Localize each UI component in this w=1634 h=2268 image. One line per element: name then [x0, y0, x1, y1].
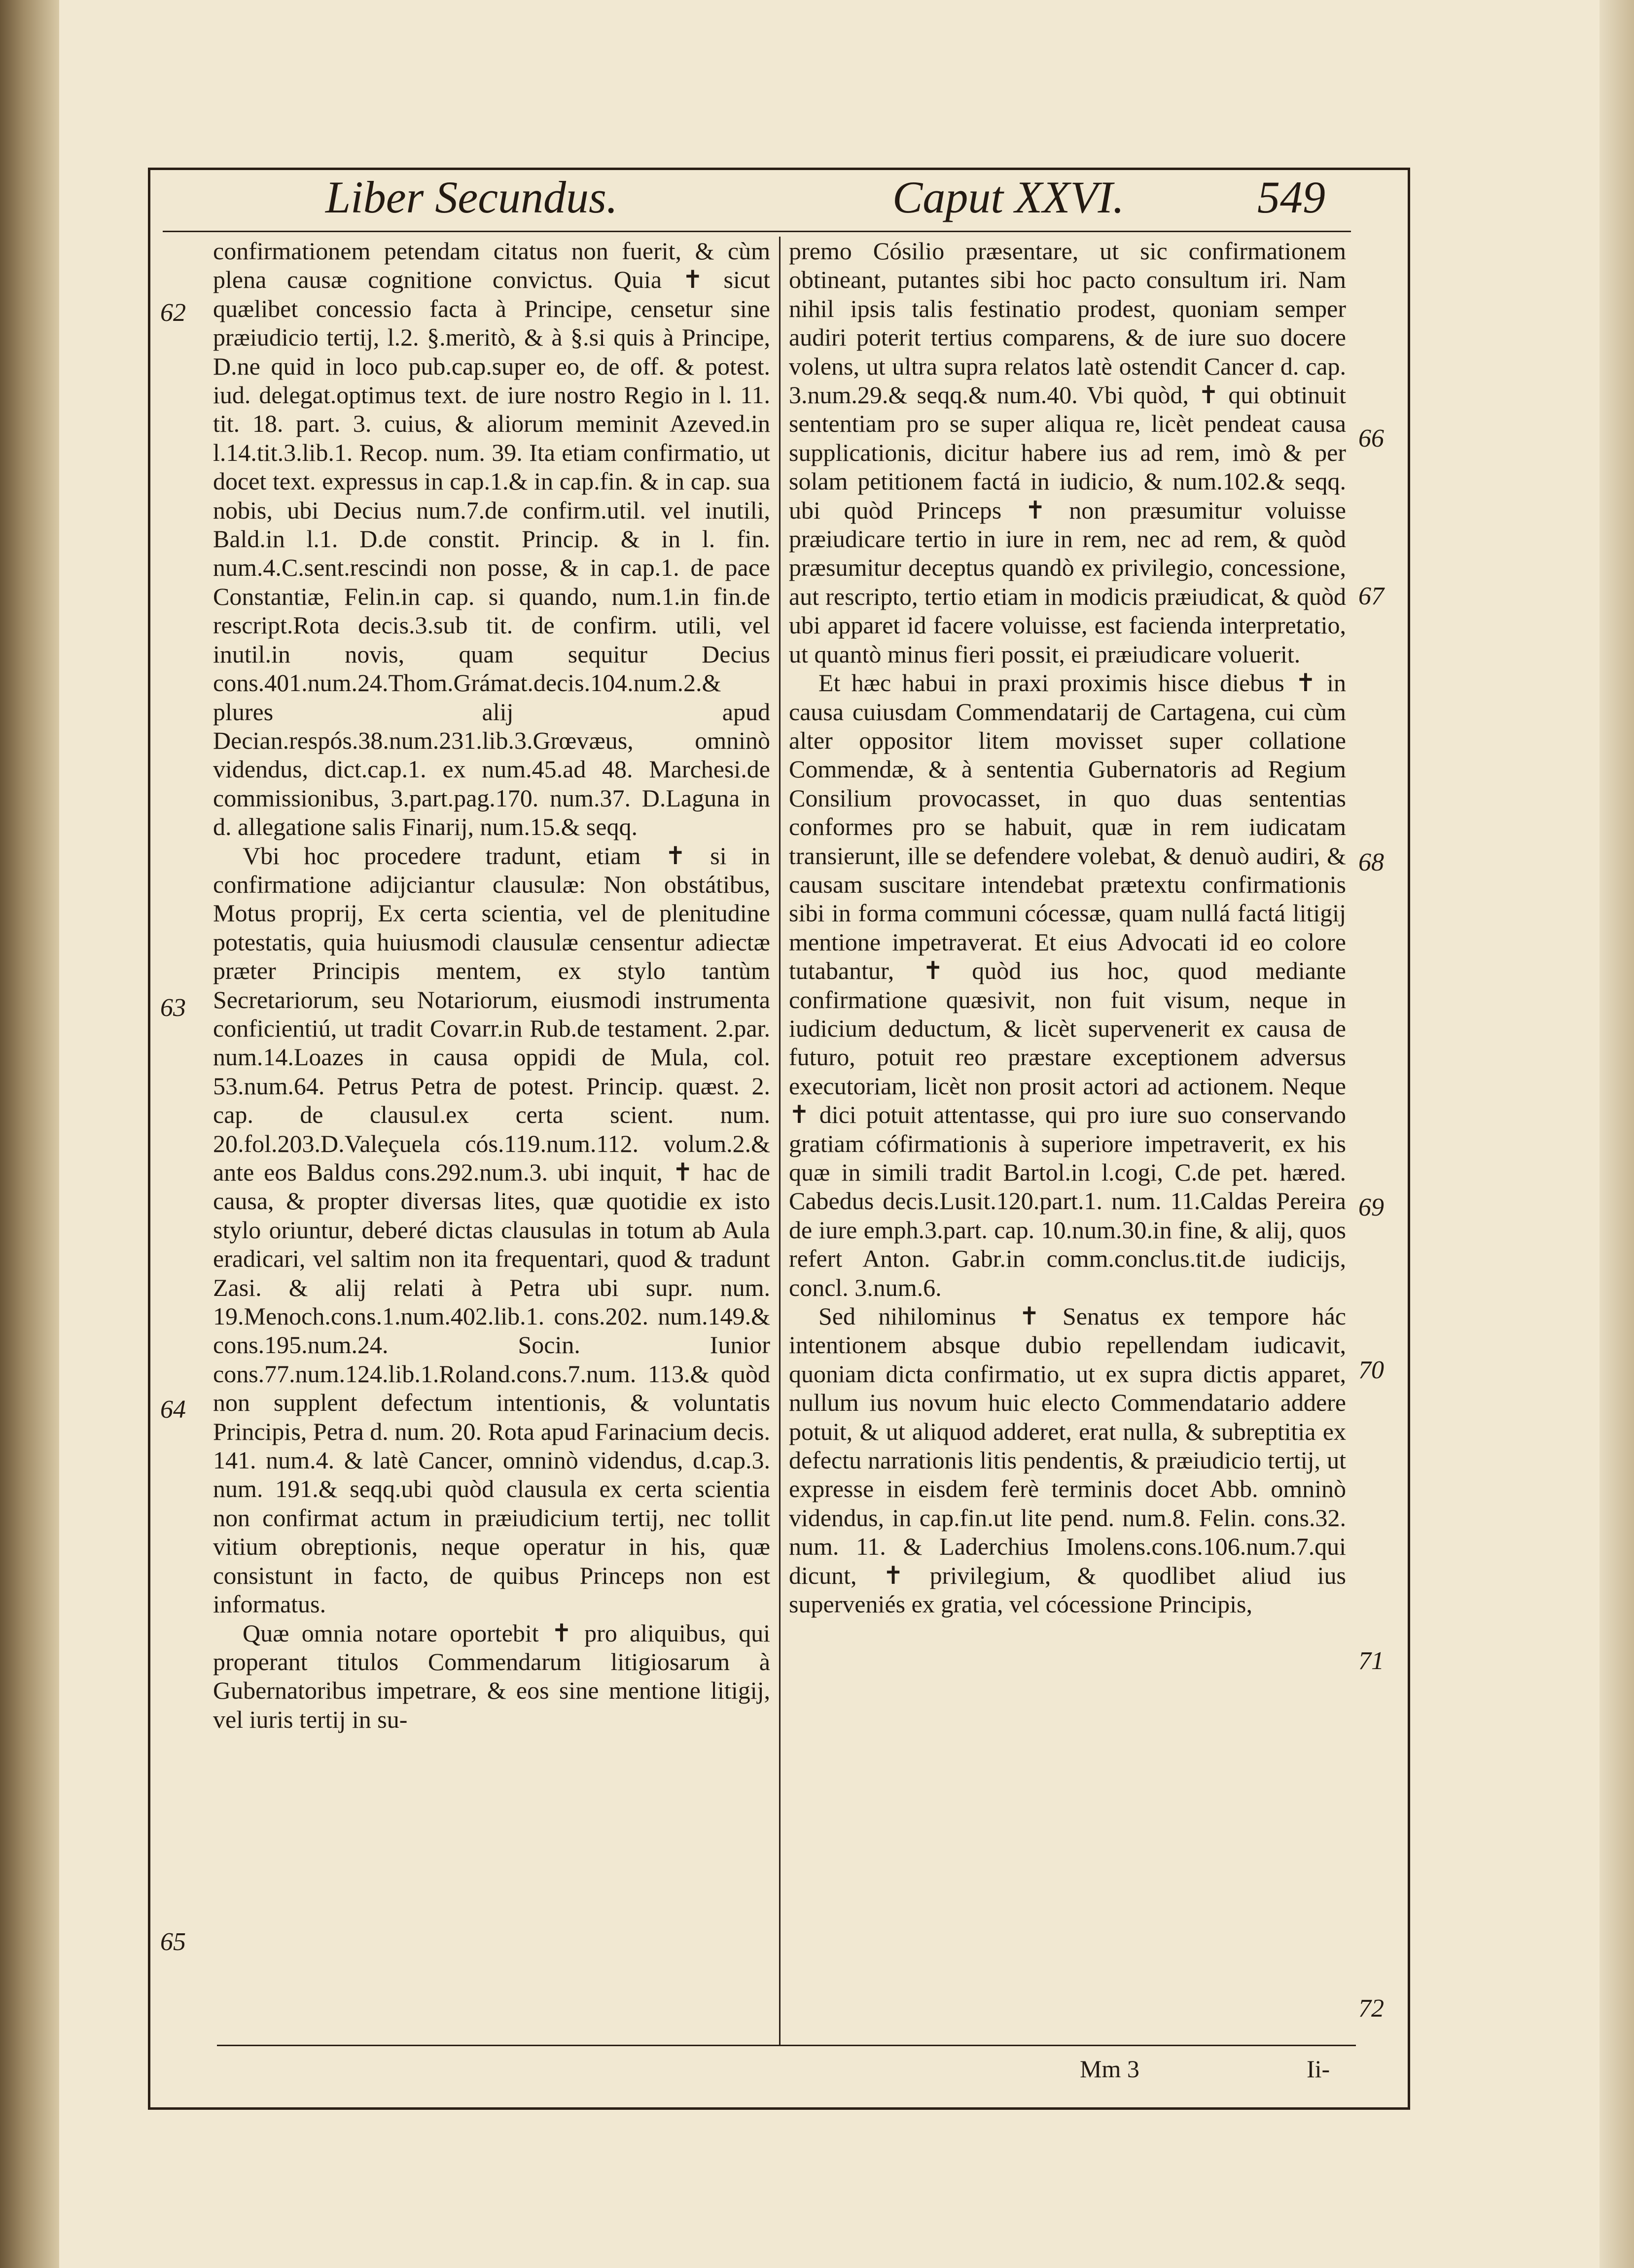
running-head-right: Caput XXVI. [892, 172, 1125, 222]
margin-number: 65 [160, 1928, 186, 1956]
margin-number: 64 [160, 1396, 186, 1424]
folio-number: 549 [1257, 172, 1325, 222]
column-divider [779, 237, 781, 2046]
margin-number: 66 [1358, 424, 1384, 453]
footer-rule [217, 2045, 1356, 2046]
running-head-left: Liber Secundus. [325, 172, 618, 222]
margin-number: 71 [1358, 1647, 1384, 1675]
column-left [213, 237, 770, 2046]
paragraph: Vbi hoc procedere tradunt, etiam ✝ si in confirmatione adijciantur clausulæ: Non obstátibus, Motus proprij, Ex certa scientia, vel de plenitudine potestatis, quia huiusmodi clausulæ censentur adiectæ præter Principis mentem, ex stylo tantùm Secretariorum, seu Notariorum, eiusmodi instrumenta conficientiú, ut tradit Covarr.in Rub.de testament. 2.par. num.14.Loazes in causa oppidi de Mula, col. 53.num.64. Petrus Petra de potest. Princip. quæst. 2. cap. de clausul.ex certa scient. num. 20.fol.203.D.Valeçuela cós.119.num.112. volum.2.& ante eos Baldus cons.292.num.3. ubi inquit, ✝ hac de causa, & propter diversas lites, quæ quotidie ex isto stylo oriuntur, deberé dictas clausulas in totum ab Aula eradicari, vel saltim non ita frequentari, quod & tradunt Zasi. & alij relati à Petra ubi supr. num. 19.Menoch.cons.1.num.402.lib.1. cons.202. num.149.& cons.195.num.24. Socin. Iunior cons.77.num.124.lib.1.Roland.cons.7.num. 113.& quòd non supplent defectum intentionis, & voluntatis Principis, Petra d. num. 20. Rota apud Farinacium decis. 141. num.4. & latè Cancer, omninò videndus, d.cap.3. num. 191.& seqq.ubi quòd clausula ex certa scientia non confirmat actum in præiudicium tertij, nec tollit vitium obreptionis, neque operatur in his, quæ consistunt in facto, de quibus Princeps non est informatus. [213, 841, 770, 1618]
catchword: Ii- [1307, 2055, 1330, 2083]
paragraph: Et hæc habui in praxi proximis hisce diebus ✝ in causa cuiusdam Commendatarij de Cartagena, cui cùm alter oppositor litem movisset super collatione Commendæ, & à sententia Gubernatoris ad Regium Consilium provocasset, in quo duas sententias conformes pro se habuit, quæ in rem iudicatam transierunt, ille se defendere volebat, & denuò audiri, & causam suscitare intendebat prætextu confirmationis sibi in forma communi cócessæ, quam nullá factá litigij mentione impetraverat. Et eius Advocati id eo colore tutabantur, ✝ quòd ius hoc, quod mediante confirmatione quæsivit, non fuit visum, neque in iudicium deductum, & licèt supervenerit ex causa de futuro, potuit reo præstare exceptionem adversus executoriam, licèt non prosit actori ad actionem. Neque ✝ dici potuit attentasse, qui pro iure suo conservando gratiam cófirmationis à superiore impetraverit, ex his quæ in simili tradit Bartol.in l.cogi, C.de pet. hæred. Cabedus decis.Lusit.120.part.1. num. 11.Caldas Pereira de iure emph.3.part. cap. 10.num.30.in fine, & alij, quos refert Anton. Gabr.in comm.conclus.tit.de iudicijs, concl. 3.num.6. [789, 669, 1346, 1301]
margin-number: 63 [160, 994, 186, 1022]
margin-number: 70 [1358, 1356, 1384, 1384]
paragraph: Sed nihilominus ✝ Senatus ex tempore hác intentionem absque dubio repellendam iudicavit, quoniam dicta confirmatio, ut ex supra dictis apparet, nullum ius novum huic electo Commendatario addere potuit, & ut aliquod adderet, erat nulla, & subreptitia ex defectu narrationis litis pendentis, & præiudicio tertij, ut expresse in eisdem ferè terminis docet Abb. omninò videndus, in cap.fin.ut lite pend. num.8. Felin. cons.32. num. 11. & Laderchius Imolens.cons.106.num.7.qui dicunt, ✝ privilegium, & quodlibet aliud ius superveniés ex gratia, vel cócessione Principis, [789, 1302, 1346, 1618]
page-edge [1599, 0, 1634, 2268]
paragraph: Quæ omnia notare oportebit ✝ pro aliquibus, qui properant titulos Commendarum litigiosarum à Gubernatoribus impetrare, & eos sine mentione litigij, vel iuris tertij in su- [213, 1619, 770, 1733]
margin-number: 67 [1358, 582, 1384, 610]
margin-number: 69 [1358, 1193, 1384, 1221]
margin-number: 72 [1358, 1994, 1384, 2023]
margin-number: 68 [1358, 848, 1384, 876]
margin-number: 62 [160, 299, 186, 327]
column-right [789, 237, 1346, 2046]
paragraph: premo Cósilio præsentare, ut sic confirmationem obtineant, putantes sibi hoc pacto consultum iri. Nam nihil ipsis talis festinatio prodest, quoniam semper audiri poterit tertius comparens, & de iure suo docere volens, ut ultra supra relatos latè ostendit Cancer d. cap. 3.num.29.& seqq.& num.40. Vbi quòd, ✝ qui obtinuit sententiam pro se super aliqua re, licèt pendeat causa supplicationis, dicitur habere ius ad rem, imò & per solam petitionem factá in iudicio, & num.102.& seqq. ubi quòd Princeps ✝ non præsumitur voluisse præiudicare tertio in iure in rem, nec ad rem, & quòd præsumitur deceptus quandò ex privilegio, concessione, aut rescripto, tertio etiam in modicis præiudicat, & quòd ubi apparet id facere voluisse, est facienda interpretatio, ut quantò minus fieri possit, ei præiudicare voluerit. [789, 237, 1346, 668]
paragraph: confirmationem petendam citatus non fuerit, & cùm plena causæ cognitione convictus. Quia ✝ sicut quælibet concessio facta à Principe, censetur sine præiudicio tertij, l.2. §.meritò, & à §.si quis à Principe, D.ne quid in loco pub.cap.super eo, de off. & potest. iud. delegat.optimus text. de iure nostro Regio in l. 11. tit. 18. part. 3. cuius, & aliorum meminit Azeved.in l.14.tit.3.lib.1. Recop. num. 39. Ita etiam confirmatio, ut docet text. expressus in cap.1.& in cap.fin. & in cap. sua nobis, ubi Decius num.7.de confirm.util. vel inutili, Bald.in l.1. D.de constit. Princip. & in l. fin. num.4.C.sent.rescindi non posse, & in cap.1. de pace Constantiæ, Felin.in cap. si quando, num.1.in fin.de rescript.Rota decis.3.sub tit. de confirm. utili, vel inutil.in novis, quam sequitur Decius cons.401.num.24.Thom.Grámat.decis.104.num.2.& plures alij apud Decian.respós.38.num.231.lib.3.Grœvæus, omninò videndus, dict.cap.1. ex num.45.ad 48. Marchesi.de commissionibus, 3.part.pag.170. num.37. D.Laguna in d. allegatione salis Finarij, num.15.& seqq. [213, 237, 770, 841]
signature-mark: Mm 3 [1080, 2055, 1139, 2083]
binding-gutter [0, 0, 59, 2268]
